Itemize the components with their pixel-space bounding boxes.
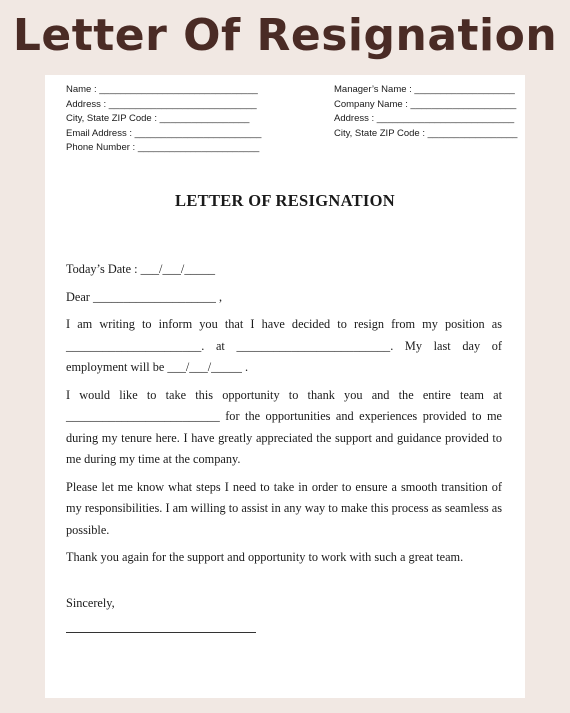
sender-email-field: Email Address : ________________________ <box>66 127 262 139</box>
sender-city-field: City, State ZIP Code : _________________ <box>66 113 250 125</box>
recipient-city-field: City, State ZIP Code : _________________ <box>334 127 518 139</box>
manager-name-field: Manager’s Name : ___________________ <box>334 84 515 95</box>
sender-address-field: Address : ____________________________ <box>66 98 257 110</box>
letter-title: LETTER OF RESIGNATION <box>175 191 395 210</box>
sender-name-field: Name : ______________________________ <box>66 84 258 95</box>
paragraph-transition: Please let me know what steps I need to take in order to ensure a smooth transition of my responsibilities. I am willing to assist in any way to make this process as seamless as possible. <box>66 479 502 537</box>
paragraph-closing-thanks: Thank you again for the support and opportunity to work with such a great team. <box>66 550 464 564</box>
salutation: Dear ____________________ , <box>66 289 223 304</box>
company-name-field: Company Name : ____________________ <box>334 98 517 110</box>
recipient-fields <box>334 83 517 141</box>
signature-line <box>66 632 256 633</box>
paragraph-position: I am writing to inform you that I have decided to resign from my position as ______________________. at _________________________. My last day of employment will be ___/___/_____ . <box>66 317 502 374</box>
sender-fields <box>66 83 261 156</box>
sender-phone-field: Phone Number : _______________________ <box>66 142 260 154</box>
recipient-address-field: Address : __________________________ <box>334 113 515 125</box>
letter-body <box>66 259 502 620</box>
paragraph-thanks: I would like to take this opportunity to thank you and the entire team at _________________________ for the opportunities and experiences provided to me during my tenure here. I have greatly appreciated the support and guidance provided to me during my time at the company. <box>66 387 502 466</box>
date-line: Today’s Date : ___/___/_____ <box>66 262 216 276</box>
letter-document <box>45 75 525 698</box>
page-banner-title: Letter Of Resignation <box>12 10 558 61</box>
closing: Sincerely, <box>66 595 115 610</box>
